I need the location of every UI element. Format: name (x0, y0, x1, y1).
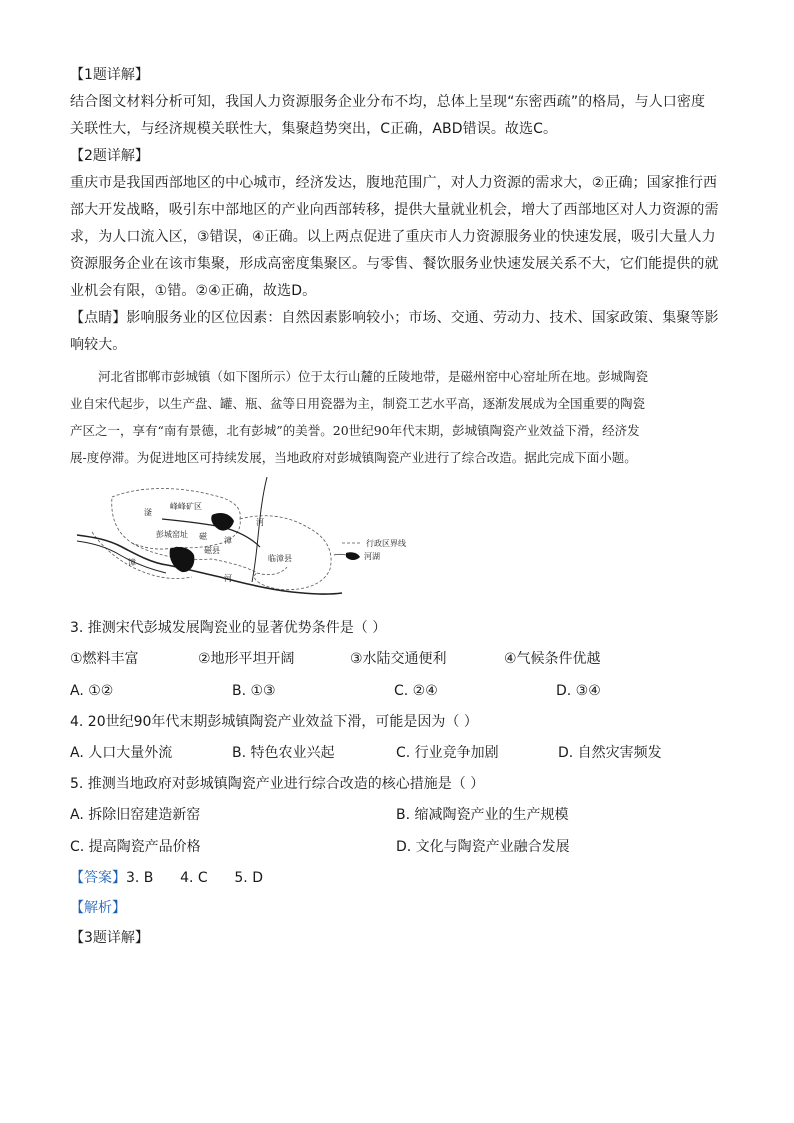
passage-line-1: 河北省邯郸市彭城镇（如下图所示）位于太行山麓的丘陵地带，是磁州窑中心窑址所在地。彭城陶瓷 (98, 369, 649, 384)
dianjing-text-1: 影响服务业的区位因素：自然因素影响较小；市场、交通、劳动力、技术、国家政策、集聚等影 (126, 310, 719, 326)
answer-row (70, 863, 730, 893)
q4-option-c[interactable]: C. 行业竞争加剧 (396, 745, 499, 761)
q3-item-1: ①燃料丰富 (70, 651, 139, 667)
q5-option-b[interactable]: B. 缩减陶瓷产业的生产规模 (396, 807, 569, 823)
q2-detail-line-4: 资源服务企业在该市集聚，形成高密度集聚区。与零售、餐饮服务业快速发展关系不大，它们能提供的就 (70, 256, 719, 272)
legend-lake-symbol (346, 552, 360, 560)
q5-stem: 5. 推测当地政府对彭城镇陶瓷产业进行综合改造的核心措施是（ ） (70, 776, 485, 792)
passage-line-2: 业自宋代起步，以生产盘、罐、瓶、盆等日用瓷器为主，制瓷工艺水平高，逐渐发展成为全国重要的陶瓷 (70, 396, 646, 411)
legend-lake-label: 河湖 (364, 552, 380, 561)
q3-option-a[interactable]: A. ①② (70, 683, 114, 699)
dongwushi-reservoir (211, 513, 234, 531)
document-page (70, 62, 730, 953)
q3-stem: 3. 推测宋代彭城发展陶瓷业的显著优势条件是（ ） (70, 620, 387, 636)
q2-detail-line-2: 部大开发战略，吸引东中部地区的产业向西部转移，提供大量就业机会，增大了西部地区对人力资源的需 (70, 202, 719, 218)
dianjing-line-2: 响较大。 (70, 337, 127, 353)
q3-option-c[interactable]: C. ②④ (394, 683, 438, 699)
q4-stem: 4. 20世纪90年代末期彭城镇陶瓷产业效益下滑，可能是因为（ ） (70, 714, 478, 730)
q5-option-c[interactable]: C. 提高陶瓷产品价格 (70, 839, 201, 855)
q2-detail-line-3: 求，为人口流入区，③错误，④正确。以上两点促进了重庆市人力资源服务业的快速发展，吸引大量人力 (70, 229, 716, 245)
answer-tag: 【答案】 (70, 870, 126, 886)
zhang-river (77, 535, 342, 594)
q2-detail-line-5: 业机会有限，①错。②④正确，故选D。 (70, 283, 317, 299)
legend-boundary-label: 行政区界线 (366, 539, 406, 548)
q3-detail-heading: 【3题详解】 (70, 930, 149, 946)
passage-line-4: 展-度停滞。为促进地区可持续发展，当地政府对彭城镇陶瓷产业进行了综合改造。据此完成下面小题。 (70, 450, 637, 465)
zhang-river-branch (77, 541, 166, 573)
dianjing-tag: 【点睛】 (70, 310, 127, 326)
q3-item-3: ③水陆交通便利 (350, 651, 447, 667)
q4-options (70, 737, 730, 769)
analysis-heading: 【解析】 (70, 900, 126, 916)
q3-option-b[interactable]: B. ①③ (232, 683, 276, 699)
q5-options-row-2 (70, 831, 730, 863)
q2-detail-heading: 【2题详解】 (70, 148, 149, 164)
q5-option-a[interactable]: A. 拆除旧窑建造新窑 (70, 807, 201, 823)
q3-option-d[interactable]: D. ③④ (556, 683, 601, 699)
legend-river-symbol (334, 554, 346, 555)
label-fengfeng: 峰峰矿区 (170, 502, 202, 511)
label-ci: 磁 (199, 532, 207, 541)
q3-item-2: ②地形平坦开阔 (198, 651, 295, 667)
label-fu: 滏 (144, 508, 152, 517)
answer-text: 3. B 4. C 5. D (126, 870, 263, 886)
q4-option-d[interactable]: D. 自然灾害频发 (558, 745, 662, 761)
passage-line-3: 产区之一，享有“南有景德，北有彭城”的美誉。20世纪90年代末期，彭城镇陶瓷产业效益下滑，经济发 (70, 423, 640, 438)
q1-detail-line-1: 结合图文材料分析可知，我国人力资源服务企业分布不均，总体上呈现“东密西疏”的格局，与人口密度 (70, 94, 706, 110)
dianjing-line-1 (70, 305, 730, 332)
pengcheng-map (72, 477, 432, 607)
label-zhang-1: 漳 (128, 558, 136, 567)
q1-detail-heading: 【1题详解】 (70, 67, 149, 83)
q4-option-a[interactable]: A. 人口大量外流 (70, 745, 173, 761)
q5-options-row-1 (70, 799, 730, 831)
q3-items (70, 643, 730, 675)
q1-detail-line-2: 关联性大，与经济规模关联性大，集聚趋势突出，C正确，ABD错误。故选C。 (70, 121, 558, 137)
q2-detail-line-1: 重庆市是我国西部地区的中心城市，经济发达，腹地范围广，对人力资源的需求大，②正确；国家推行西 (70, 175, 718, 191)
north-river (252, 477, 267, 582)
q3-item-4: ④气候条件优越 (504, 651, 601, 667)
q5-option-d[interactable]: D. 文化与陶瓷产业融合发展 (396, 839, 570, 855)
label-zhang-2: 漳 (224, 536, 232, 545)
label-he-1: 河 (256, 518, 264, 527)
yuecheng-reservoir (170, 547, 195, 572)
q4-option-b[interactable]: B. 特色农业兴起 (232, 745, 335, 761)
label-cixian: 磁县 (204, 546, 220, 555)
label-he-2: 河 (224, 574, 232, 583)
q3-options (70, 675, 730, 707)
label-linzhang: 临漳县 (268, 554, 292, 563)
label-pengcheng: 彭城窑址 (156, 530, 188, 539)
